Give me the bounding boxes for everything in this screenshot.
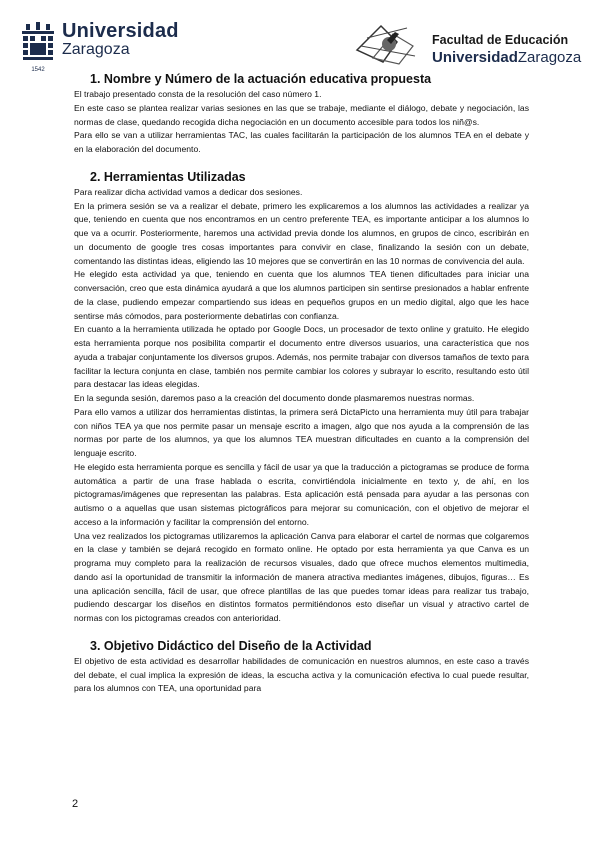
faculty-university	[432, 49, 581, 66]
paragraph: En la segunda sesión, daremos paso a la creación del documento donde plasmaremos nuestras normas.	[74, 393, 475, 403]
paragraph: He elegido esta actividad ya que, teniendo en cuenta que los alumnos TEA tienen dificultades para iniciar una conversación, creo que esta dinámica ayudará a que los alumnos participen sin sentirse presionados a hablar enfrente de la clase, pudiendo empezar compartiendo sus ideas en pequeños grupos en un medio digital, algo que les hace sentirse más cómodos, para posteriormente debatirlas con confianza.	[74, 269, 529, 321]
paragraph: El trabajo presentado consta de la resolución del caso número 1.	[74, 89, 322, 99]
section-heading: 3. Objetivo Didáctico del Diseño de la Actividad	[90, 638, 372, 653]
crest-year: 1542	[31, 67, 45, 73]
faculty-title: Facultad de Educación	[432, 33, 569, 47]
university-name: Universidad	[62, 20, 179, 42]
page-number: 2	[72, 798, 79, 810]
paragraph: El objetivo de esta actividad es desarrollar habilidades de comunicación en nuestros alumnos, en este caso a través del debate, el cual implica la expresión de ideas, la escucha activa y la comunicación efectiva lo cual puede resultar, para los alumnos con TEA, una oportunidad para	[74, 655, 529, 694]
paragraph: Para realizar dicha actividad vamos a dedicar dos sesiones.	[74, 186, 303, 197]
paragraph: Una vez realizados los pictogramas utilizaremos la aplicación Canva para elaborar el cartel de normas que colgaremos en la clase y también se dejará recogido en formato online. He optado por esta herramienta ya que Canva es un programa muy completo para la realización de recursos visuales, dado que ofrece muchos elementos multimedia, dando así la oportunidad de transmitir la información de manera atractiva mediantes imágenes, dibujos, figuras… Es una aplicación sencilla, fácil de usar, que ofrece plantillas de las que puedes tomar ideas para realizar tus trabajo, pudiendo descargar los diseños en distintos formatos permitiéndonos esto diseñar un visual y atractivo cartel de normas con los pictogramas creados con anterioridad.	[74, 530, 529, 623]
paragraph: Para ello vamos a utilizar dos herramientas distintas, la primera será DictaPicto una herramienta muy útil para trabajar con niños TEA ya que nos permite pasar un mensaje escrito a imagen, algo que nos ayuda a la comprensión de las normas por parte de los alumnos, ya que los alumnos TEA muestran dificultades en cuanto a la comprensión del lenguaje escrito.	[74, 406, 529, 458]
paragraph: En cuanto a la herramienta utilizada he optado por Google Docs, un procesador de texto online y gratuito. He elegido esta herramienta porque nos posibilita compartir el documento entre diversos usuarios, una característica que nos ayuda a trabajar conjuntamente los diversos grupos. Además, nos permite trabajar con diversos tamaños de texto para facilitar la lectura conjunta en clase, también nos permite cambiar los colores y subrayar lo escrito, resultando esto útil para destacar las ideas elegidas.	[74, 324, 529, 390]
university-city: Zaragoza	[62, 41, 130, 58]
paragraph: En este caso se plantea realizar varias sesiones en las que se trabaje, mediante el diálogo, debate y negociación, las normas de clase, quedando recogida dicha negociación en un documento accesible para todos los niñ@s.	[74, 102, 529, 127]
section-2	[74, 169, 529, 626]
document-body	[74, 70, 529, 696]
faculty-university-bold: Universidad	[432, 49, 518, 66]
paragraph: En la primera sesión se va a realizar el debate, primero les explicaremos a los alumnos las actividades a realizar ya que, teniendo en cuenta que nos encontramos en un centro preferente TEA, es importante anticipar a los alumnos lo que va a ocurrir. Posteriormente, haremos una actividad previa donde los alumnos, en grupos de cinco, escribirán en un documento de google tres cosas importantes para convivir en clase, finalizando la sesión con un debate, comentando las distintas ideas, eligiendo las 10 mejores que se convertirán en las 10 normas de convivencia del aula.	[74, 200, 529, 266]
section-3	[74, 638, 529, 696]
page-header	[0, 0, 600, 80]
university-crest-icon	[18, 22, 58, 74]
faculty-university-city: Zaragoza	[517, 49, 582, 66]
section-1	[74, 71, 529, 157]
paragraph: He elegido esta herramienta porque es sencilla y fácil de usar ya que la traducción a pictogramas se produce de forma automática a partir de una frase hablada o escrita, convirtiéndola inicialmente en texto y, de ahí, en los pictogramas/imágenes que representan las palabras. Esta aplicación está pensada para ayudar a las personas con autismo o a aquellas que usan sistemas pictográficos para mejorar su comunicación, con el objetivo de mejorar el acceso a la información y facilitar la comprensión del entorno.	[74, 461, 529, 527]
paragraph: Para ello se van a utilizar herramientas TAC, las cuales facilitarán la participación de los alumnos TEA en el debate y en la elaboración del documento.	[74, 130, 529, 154]
section-heading: 1. Nombre y Número de la actuación educativa propuesta	[90, 72, 432, 86]
section-heading: 2. Herramientas Utilizadas	[90, 169, 246, 184]
faculty-emblem-icon	[353, 20, 427, 66]
